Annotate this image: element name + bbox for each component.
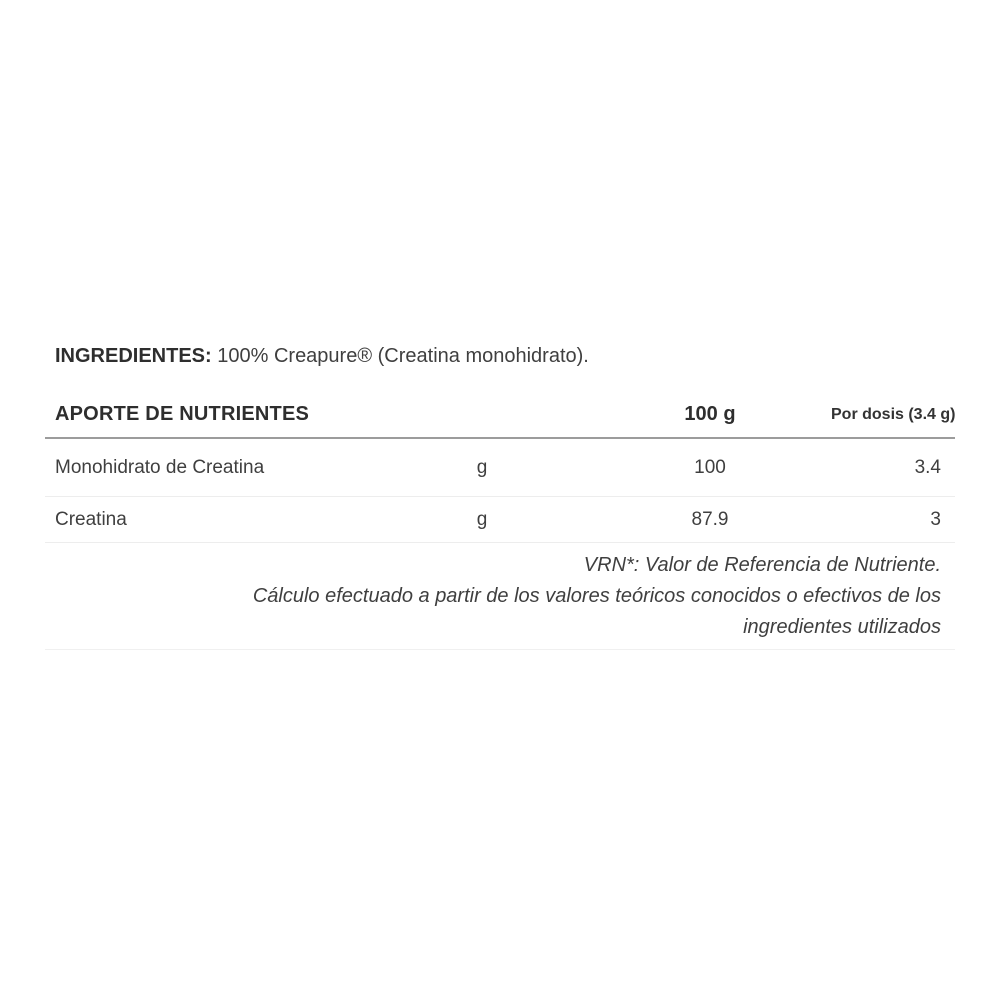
nutrient-per-dose: 3.4 bbox=[914, 456, 941, 478]
table-title: APORTE DE NUTRIENTES bbox=[55, 403, 310, 425]
footnotes bbox=[45, 543, 955, 650]
footnote-line-ingredientes: ingredientes utilizados bbox=[743, 616, 941, 638]
ingredients-value: 100% Creapure® (Creatina monohidrato). bbox=[217, 345, 589, 367]
ingredients-line bbox=[55, 343, 589, 369]
column-header-per-100g: 100 g bbox=[684, 403, 736, 425]
nutrient-unit: g bbox=[476, 456, 488, 478]
table-row-monohidrato bbox=[45, 439, 955, 497]
nutrient-name: Creatina bbox=[55, 508, 127, 530]
table-row-creatina bbox=[45, 497, 955, 543]
nutrient-per-dose: 3 bbox=[930, 508, 941, 530]
table-header-row bbox=[45, 392, 955, 439]
ingredients-label: INGREDIENTES: bbox=[55, 345, 212, 367]
footnote-line-vrn: VRN*: Valor de Referencia de Nutriente. bbox=[583, 554, 941, 576]
column-header-per-dose: Por dosis (3.4 g) bbox=[831, 405, 956, 423]
nutrients-table bbox=[45, 392, 955, 650]
footnote-line-calculo: Cálculo efectuado a partir de los valores teóricos conocidos o efectivos de los bbox=[252, 585, 941, 607]
nutrient-per-100g: 100 bbox=[694, 456, 726, 478]
nutrient-per-100g: 87.9 bbox=[691, 508, 729, 530]
nutrient-name: Monohidrato de Creatina bbox=[55, 456, 265, 478]
nutrient-unit: g bbox=[476, 508, 488, 530]
